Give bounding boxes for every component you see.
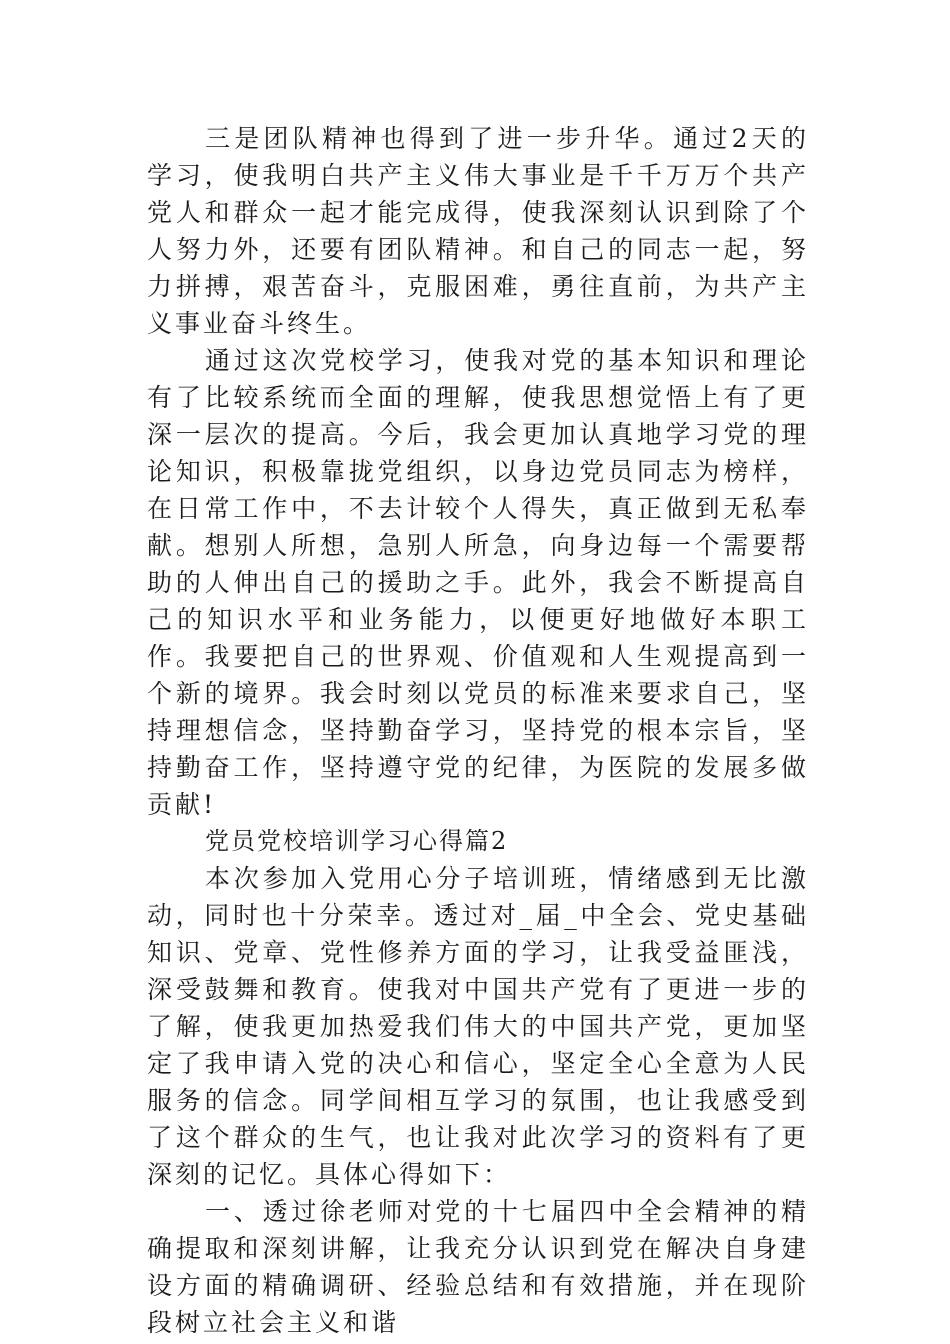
paragraph-training-class: 本次参加入党用心分子培训班，情绪感到无比激动，同时也十分荣幸。透过对_届_中全会、党史基础知识、党章、党性修养方面的学习，让我受益匪浅，深受鼓舞和教育。使我对中国共产党有了更进一步的了解，使我更加热爱我们伟大的中国共产党，更加坚定了我申请入党的决心和信心，坚定全心全意为人民服务的信念。同学间相互学习的氛围，也让我感受到了这个群众的生气，也让我对此次学习的资料有了更深刻的记忆。具体心得如下： [147, 864, 809, 1189]
paragraph-point-one: 一、透过徐老师对党的十七届四中全会精神的精确提取和深刻讲解，让我充分认识到党在解决自身建设方面的精确调研、经验总结和有效措施，并在现阶段树立社会主义和谐 [147, 1197, 809, 1337]
document-body [147, 120, 809, 1341]
paragraph-party-school-study: 通过这次党校学习，使我对党的基本知识和理论有了比较系统而全面的理解，使我思想觉悟上有了更深一层次的提高。今后，我会更加认真地学习党的理论知识，积极靠拢党组织，以身边党员同志为榜样，在日常工作中，不去计较个人得失，真正做到无私奉献。想别人所想，急别人所急，向身边每一个需要帮助的人伸出自己的援助之手。此外，我会不断提高自己的知识水平和业务能力，以便更好地做好本职工作。我要把自己的世界观、价值观和人生观提高到一个新的境界。我会时刻以党员的标准来要求自己，坚持理想信念，坚持勤奋学习，坚持党的根本宗旨，坚持勤奋工作，坚持遵守党的纪律，为医院的发展多做贡献! [147, 346, 809, 819]
section-title: 党员党校培训学习心得篇2 [205, 827, 509, 855]
paragraph-team-spirit: 三是团队精神也得到了进一步升华。通过2天的学习，使我明白共产主义伟大事业是千千万万个共产党人和群众一起才能完成得，使我深刻认识到除了个人努力外，还要有团队精神。和自己的同志一起，努力拼搏，艰苦奋斗，克服困难，勇往直前，为共产主义事业奋斗终生。 [147, 124, 809, 338]
